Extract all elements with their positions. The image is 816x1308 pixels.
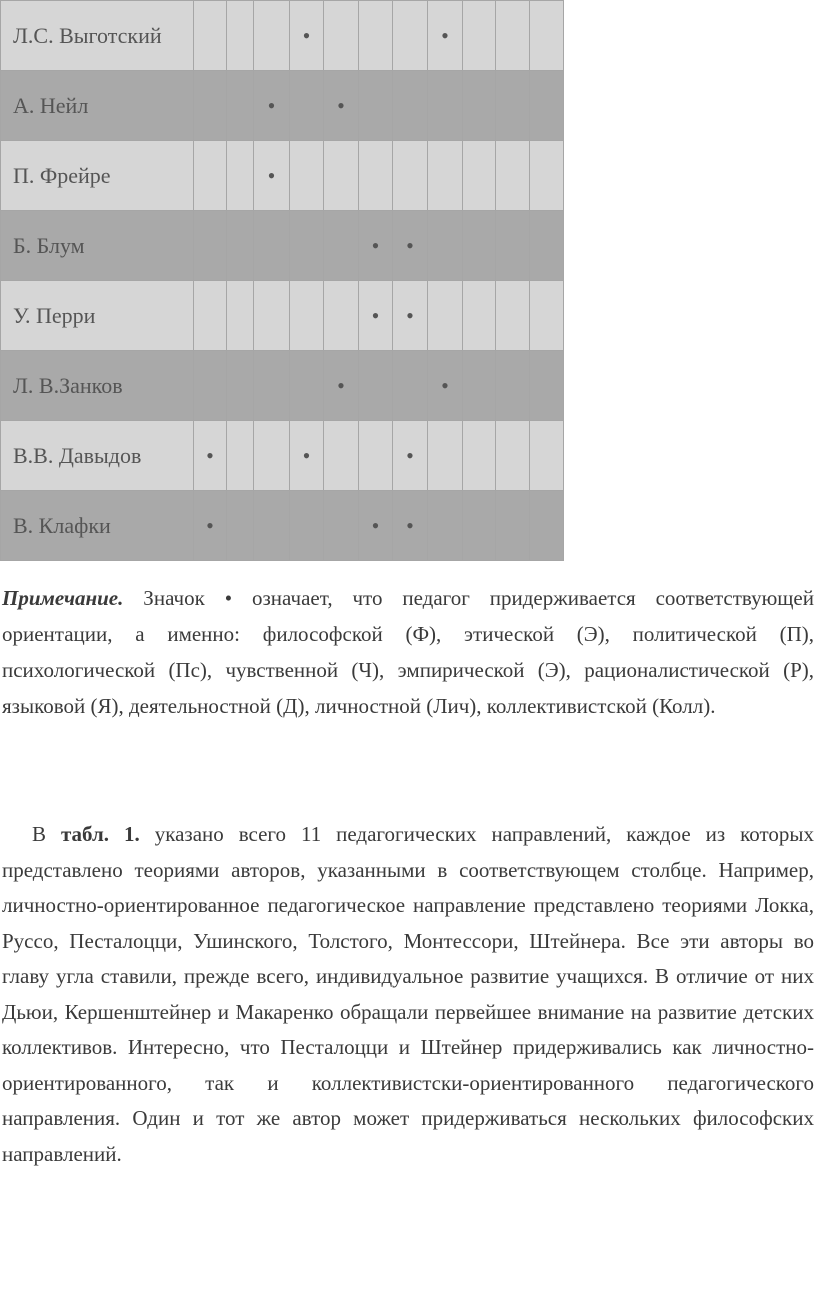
orientation-mark-cell	[324, 421, 359, 491]
orientation-mark-cell: •	[393, 421, 428, 491]
table-note	[2, 580, 814, 724]
orientation-mark-cell	[463, 211, 496, 281]
orientation-mark-cell	[496, 211, 530, 281]
orientation-mark-cell	[194, 211, 227, 281]
orientation-mark-cell	[227, 421, 254, 491]
orientation-mark-cell	[290, 491, 324, 561]
orientation-mark-cell	[324, 1, 359, 71]
orientation-mark-cell	[463, 421, 496, 491]
orientation-mark-cell	[496, 1, 530, 71]
orientation-mark-cell	[530, 281, 564, 351]
orientation-mark-cell	[530, 71, 564, 141]
orientation-mark-cell	[194, 1, 227, 71]
orientation-mark-cell	[463, 351, 496, 421]
table-row	[1, 421, 564, 491]
table-body	[1, 1, 564, 561]
orientation-mark-cell	[428, 141, 463, 211]
orientation-mark-cell	[290, 281, 324, 351]
orientation-mark-cell	[194, 281, 227, 351]
orientation-mark-cell: •	[254, 71, 290, 141]
orientation-mark-cell	[227, 141, 254, 211]
orientation-mark-cell	[359, 1, 393, 71]
orientation-mark-cell	[359, 421, 393, 491]
table-row	[1, 1, 564, 71]
orientation-mark-cell: •	[290, 1, 324, 71]
table-row	[1, 281, 564, 351]
orientation-mark-cell	[359, 141, 393, 211]
paragraph-text: указано всего 11 педагогических направлений, каждое из которых представлено теориями авторов, указанными в соответствующем столбце. Например, личностно-ориентированное педагогическое направление представлено теориями Локка, Руссо, Песталоцци, Ушинского, Толстого, Монтессори, Штейнера. Все эти авторы во главу угла ставили, прежде всего, индивидуальное развитие учащихся. В отличие от них Дьюи, Кершенштейнер и Макаренко обращали первейшее внимание на развитие детских коллективов. Интересно, что Песталоцци и Штейнер придерживались как личностно-ориентированного, так и коллективистски-ориентированного педагогического направления. Один и тот же автор может придерживаться нескольких философских направлений.	[2, 822, 814, 1166]
orientation-mark-cell	[530, 1, 564, 71]
orientation-mark-cell	[254, 491, 290, 561]
orientation-mark-cell	[324, 141, 359, 211]
body-paragraph	[2, 817, 814, 1172]
orientation-mark-cell: •	[359, 211, 393, 281]
orientation-mark-cell	[227, 491, 254, 561]
orientation-mark-cell: •	[359, 281, 393, 351]
orientation-mark-cell	[359, 351, 393, 421]
orientation-mark-cell	[530, 351, 564, 421]
author-name-cell: П. Фрейре	[1, 141, 194, 211]
orientation-mark-cell: •	[290, 421, 324, 491]
orientation-mark-cell: •	[428, 351, 463, 421]
orientation-mark-cell	[428, 421, 463, 491]
author-name-cell: Л. В.Занков	[1, 351, 194, 421]
author-name-cell: Б. Блум	[1, 211, 194, 281]
orientation-mark-cell	[227, 211, 254, 281]
orientation-mark-cell	[428, 281, 463, 351]
author-name-cell: А. Нейл	[1, 71, 194, 141]
author-name-cell: Л.С. Выготский	[1, 1, 194, 71]
orientation-mark-cell	[463, 281, 496, 351]
orientation-mark-cell	[194, 351, 227, 421]
orientation-mark-cell	[393, 71, 428, 141]
orientation-mark-cell	[530, 141, 564, 211]
orientation-mark-cell	[254, 1, 290, 71]
table-row	[1, 491, 564, 561]
orientation-mark-cell	[428, 211, 463, 281]
orientation-mark-cell	[227, 351, 254, 421]
table-reference: табл. 1.	[60, 822, 140, 846]
orientation-mark-cell: •	[254, 141, 290, 211]
orientation-mark-cell	[530, 421, 564, 491]
orientation-mark-cell: •	[324, 351, 359, 421]
orientation-mark-cell	[463, 491, 496, 561]
orientation-mark-cell	[194, 141, 227, 211]
orientation-mark-cell	[496, 71, 530, 141]
note-label: Примечание.	[2, 586, 124, 610]
orientation-mark-cell	[227, 281, 254, 351]
orientation-mark-cell	[463, 141, 496, 211]
orientation-mark-cell	[227, 71, 254, 141]
orientation-mark-cell	[290, 211, 324, 281]
orientation-mark-cell	[254, 351, 290, 421]
orientation-mark-cell: •	[324, 71, 359, 141]
orientation-mark-cell: •	[428, 1, 463, 71]
orientation-mark-cell	[428, 71, 463, 141]
author-name-cell: У. Перри	[1, 281, 194, 351]
orientation-mark-cell: •	[393, 211, 428, 281]
orientation-mark-cell: •	[194, 491, 227, 561]
orientation-mark-cell: •	[194, 421, 227, 491]
orientation-mark-cell	[428, 491, 463, 561]
orientation-mark-cell	[463, 1, 496, 71]
orientation-mark-cell: •	[393, 281, 428, 351]
orientation-mark-cell	[359, 71, 393, 141]
orientation-mark-cell	[324, 281, 359, 351]
orientation-mark-cell	[496, 281, 530, 351]
orientation-mark-cell	[254, 281, 290, 351]
orientation-mark-cell	[254, 211, 290, 281]
orientation-mark-cell	[530, 211, 564, 281]
author-name-cell: В.В. Давыдов	[1, 421, 194, 491]
table-row	[1, 211, 564, 281]
orientation-mark-cell	[324, 491, 359, 561]
orientation-mark-cell	[324, 211, 359, 281]
orientation-mark-cell	[463, 71, 496, 141]
orientation-mark-cell	[194, 71, 227, 141]
paragraph-lead: В	[32, 822, 61, 846]
table-row	[1, 71, 564, 141]
orientation-mark-cell	[290, 71, 324, 141]
orientation-mark-cell	[227, 1, 254, 71]
orientation-mark-cell	[530, 491, 564, 561]
orientation-mark-cell	[393, 1, 428, 71]
orientation-mark-cell	[393, 141, 428, 211]
orientation-mark-cell	[290, 351, 324, 421]
orientation-mark-cell: •	[359, 491, 393, 561]
orientation-mark-cell	[290, 141, 324, 211]
orientation-mark-cell: •	[393, 491, 428, 561]
orientation-mark-cell	[496, 351, 530, 421]
orientation-mark-cell	[496, 141, 530, 211]
table-row	[1, 351, 564, 421]
author-name-cell: В. Клафки	[1, 491, 194, 561]
orientation-table	[0, 0, 564, 561]
orientation-mark-cell	[254, 421, 290, 491]
table-row	[1, 141, 564, 211]
orientation-mark-cell	[496, 491, 530, 561]
note-text: Значок • означает, что педагог придерживается соответствующей ориентации, а именно: философской (Ф), этической (Э), политической (П), психологической (Пс), чувственной (Ч), эмпирической (Э), рационалистической (Р), языковой (Я), деятельностной (Д), личностной (Лич), коллективистской (Колл).	[2, 586, 814, 718]
orientation-mark-cell	[496, 421, 530, 491]
orientation-mark-cell	[393, 351, 428, 421]
